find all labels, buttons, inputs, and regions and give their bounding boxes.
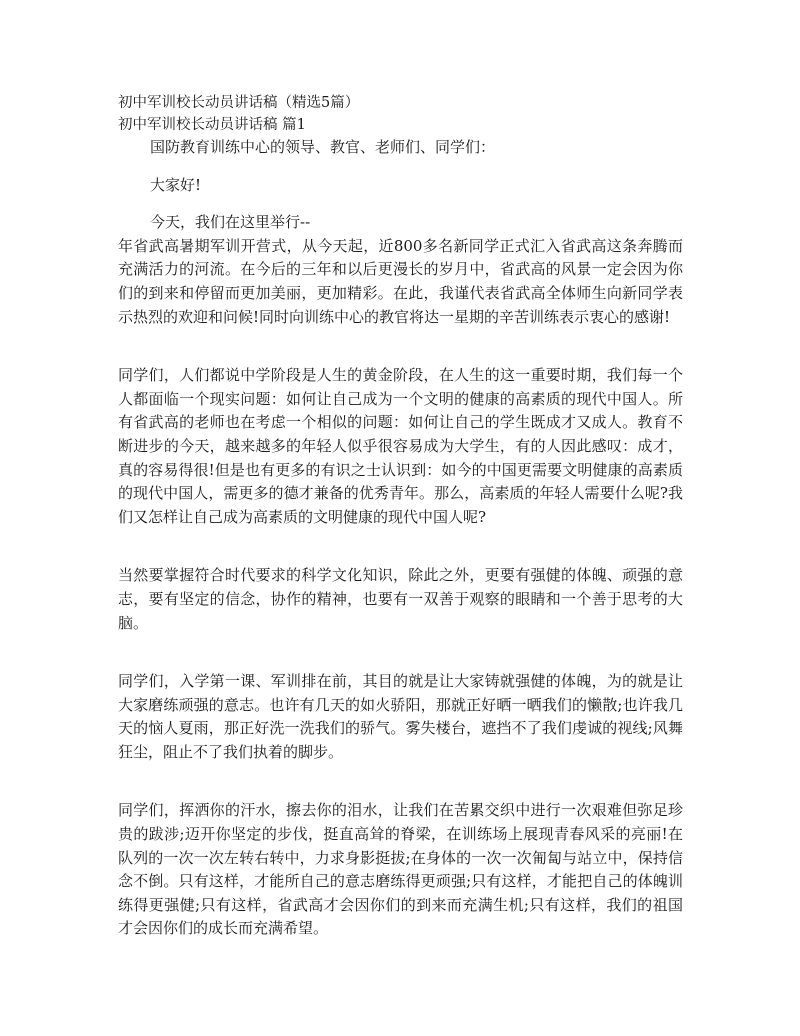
document-page bbox=[118, 92, 683, 941]
greeting: 大家好! bbox=[150, 175, 202, 194]
spacer bbox=[118, 197, 683, 211]
paragraph-5: 同学们，挥洒你的汗水，擦去你的泪水，让我们在苦累交织中进行一次艰难但弥足珍贵的跋涉;迈开你坚定的步伐，挺直高耸的脊梁，在训练场上展现青春风采的亮丽!在队列的一次一次左转右转中，力求身影挺拔;在身体的一次一次匍匐与站立中，保持信念不倒。只有这样，才能所自己的意志磨练得更顽强;只有这样，才能把自己的体魄训练得更强健;只有这样，省武高才会因你们的到来而充满生机;只有这样，我们的祖国才会因你们的成长而充满希望。 bbox=[118, 801, 683, 938]
paragraph-2: 同学们，人们都说中学阶段是人生的黄金阶段，在人生的这一重要时期，我们每一个人都面临一个现实问题：如何让自己成为一个文明的健康的高素质的现代中国人。所有省武高的老师也在考虑一个相似的问题：如何让自己的学生既成才又成人。教育不断进步的今天，越来越多的年轻人似乎很容易成为大学生，有的人因此感叹：成才，真的容易得很!但是也有更多的有识之士认识到：如今的中国更需要文明健康的高素质的现代中国人，需更多的德才兼备的优秀青年。那么，高素质的年轻人需要什么呢?我们又怎样让自己成为高素质的文明健康的现代中国人呢? bbox=[118, 366, 683, 526]
spacer bbox=[118, 529, 683, 564]
spacer bbox=[118, 764, 683, 799]
document-subtitle: 初中军训校长动员讲话稿 篇1 bbox=[118, 117, 306, 133]
salutation: 国防教育训练中心的领导、教官、老师们、同学们： bbox=[150, 138, 496, 156]
spacer bbox=[118, 635, 683, 670]
paragraph-1: 年省武高暑期军训开营式，从今天起，近800多名新同学正式汇入省武高这条奔腾而充满活力的河流。在今后的三年和以后更漫长的岁月中，省武高的风景一定会因为你们的到来和停留而更加美丽，更加精彩。在此，我谨代表省武高全体师生向新同学表示热烈的欢迎和问候!同时向训练中心的教官将达一星期的辛苦训练表示衷心的感谢! bbox=[118, 236, 683, 326]
paragraph-3: 当然要掌握符合时代要求的科学文化知识，除此之外，更要有强健的体魄、顽强的意志，要有坚定的信念，协作的精神，也要有一双善于观察的眼睛和一个善于思考的大脑。 bbox=[118, 566, 683, 632]
opening-line: 今天，我们在这里举行-- bbox=[150, 213, 311, 232]
paragraph-4: 同学们，入学第一课、军训排在前，其目的就是让大家铸就强健的体魄，为的就是让大家磨练顽强的意志。也许有几天的如火骄阳，那就正好晒一晒我们的懒散;也许我几天的恼人夏雨，那正好洗一洗我们的骄气。雾失楼台，遮挡不了我们虔诚的视线;风舞狂尘，阻止不了我们执着的脚步。 bbox=[118, 672, 683, 761]
spacer bbox=[118, 329, 683, 364]
document-title: 初中军训校长动员讲话稿（精选5篇） bbox=[118, 95, 360, 111]
spacer bbox=[118, 160, 683, 174]
